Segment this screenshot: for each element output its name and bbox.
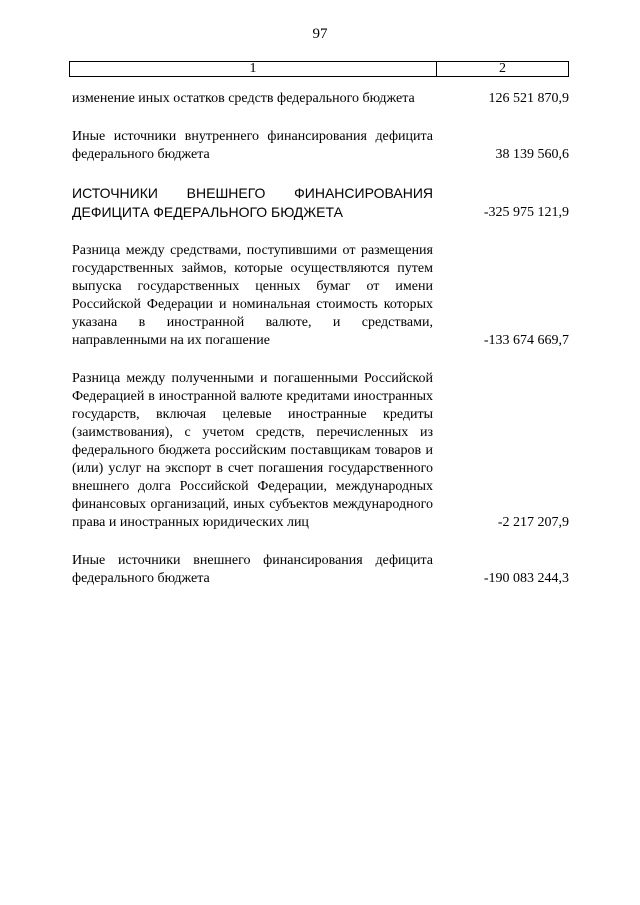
- table-row: [72, 184, 569, 222]
- row-value: -190 083 244,3: [483, 571, 569, 586]
- row-value: -133 674 669,7: [483, 333, 569, 348]
- table-body: [72, 90, 569, 608]
- column-header-2: 2: [499, 61, 506, 76]
- table-header: [69, 61, 569, 77]
- table-row: [72, 90, 569, 108]
- table-row: [72, 242, 569, 350]
- row-value: 126 521 870,9: [488, 91, 569, 106]
- row-label: изменение иных остатков средств федерального бюджета: [72, 91, 415, 106]
- row-label: Разница между полученными и погашенными Российской Федерацией в иностранной валюте кредитами иностранных государств, включая целевые иностранные кредиты (заимствования), с учетом средств, перечисленных из федерального бюджета российским поставщикам товаров и (или) услуг на экспорт в счет погашения государственного внешнего долга Российской Федерации, международных финансовых организаций, иных субъектов международного права и иностранных юридических лиц: [72, 371, 433, 530]
- column-header-1: 1: [70, 62, 437, 76]
- row-value: -325 975 121,9: [483, 205, 569, 220]
- row-label: Иные источники внешнего финансирования дефицита федерального бюджета: [72, 553, 433, 586]
- page-number: 97: [312, 26, 328, 42]
- section-heading: ИСТОЧНИКИ ВНЕШНЕГО ФИНАНСИРОВАНИЯ ДЕФИЦИТА ФЕДЕРАЛЬНОГО БЮДЖЕТА: [72, 185, 433, 220]
- table-row: [72, 552, 569, 588]
- table-row: [72, 128, 569, 164]
- row-label: Разница между средствами, поступившими от размещения государственных займов, которые осуществляются путем выпуска государственных ценных бумаг от имени Российской Федерации и номинальная стоимость которых указана в иностранной валюте, и средствами, направленными на их погашение: [72, 243, 433, 348]
- table-row: [72, 370, 569, 532]
- row-value: 38 139 560,6: [495, 147, 569, 162]
- row-value: -2 217 207,9: [497, 515, 569, 530]
- row-label: Иные источники внутреннего финансирования дефицита федерального бюджета: [72, 129, 433, 162]
